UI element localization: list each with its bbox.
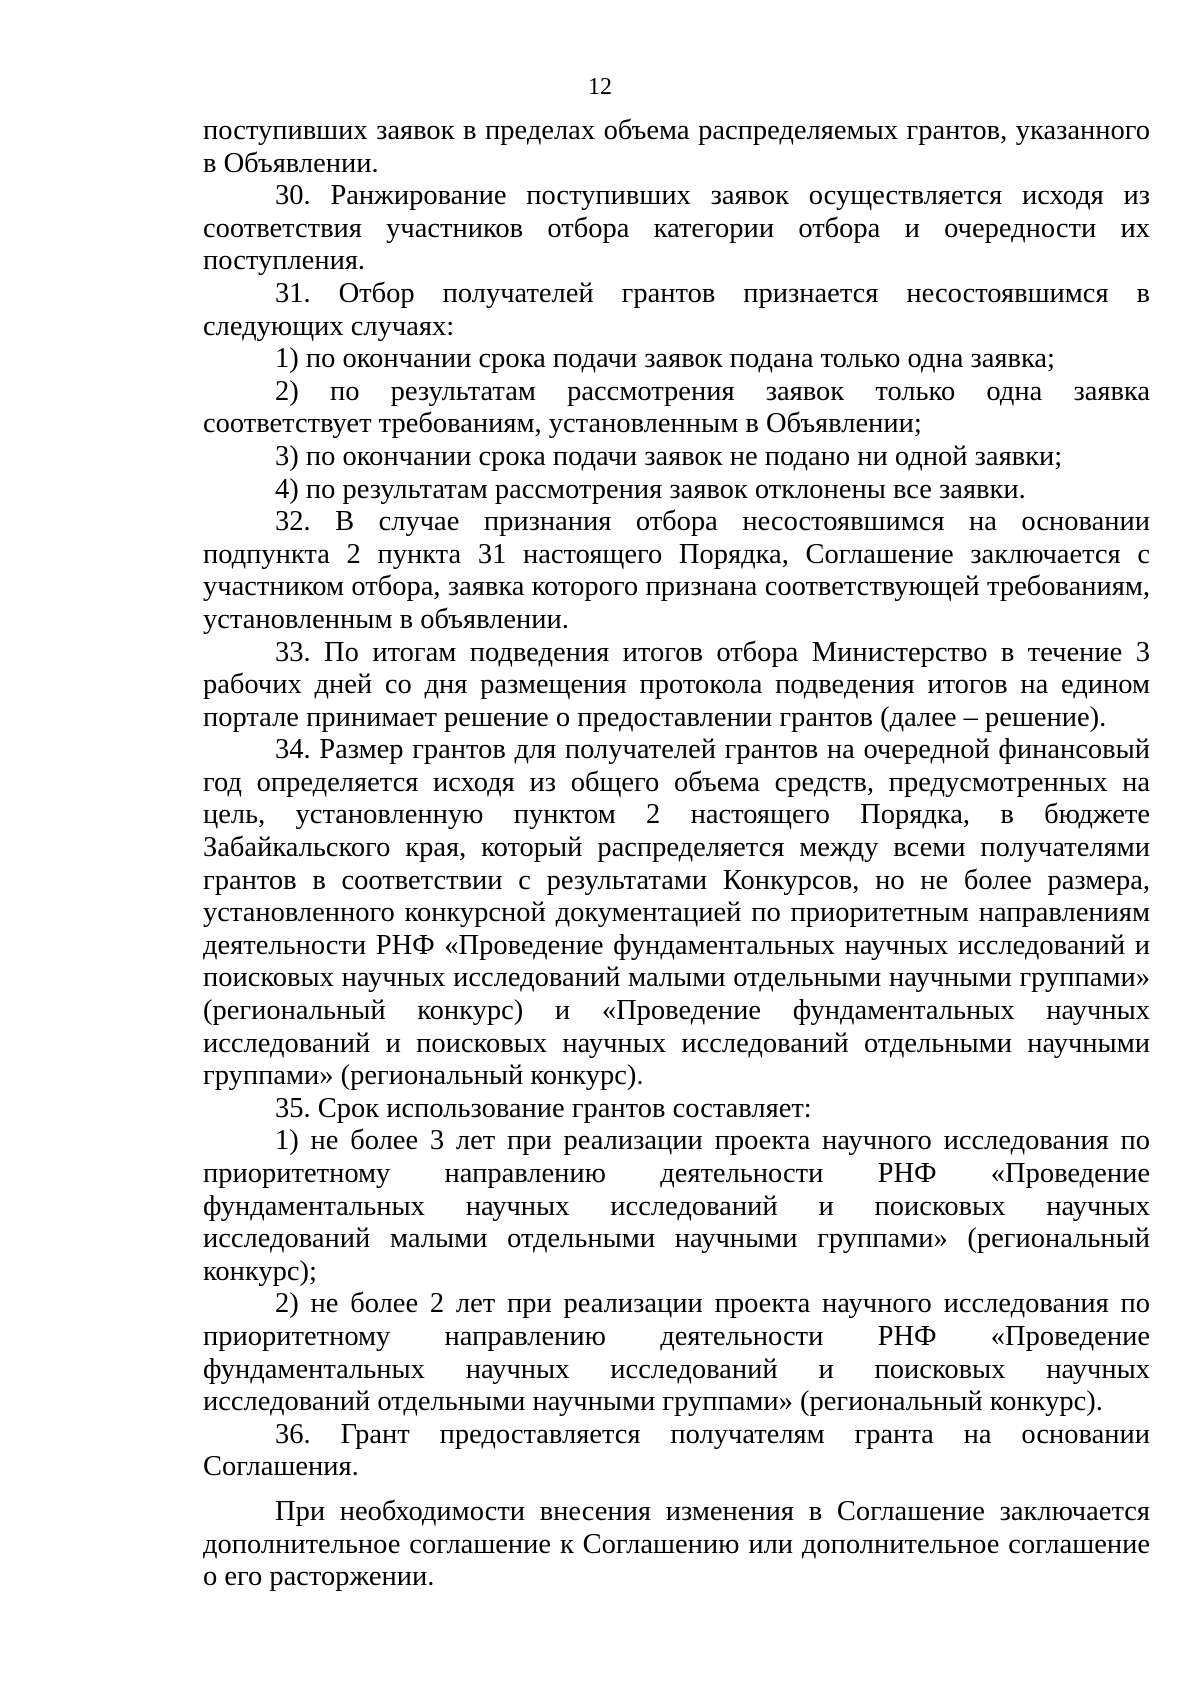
- page-number: 12: [588, 74, 612, 100]
- list-item: 1) по окончании срока подачи заявок подана только одна заявка;: [275, 343, 1055, 375]
- document-body: [203, 115, 1150, 1594]
- list-item: 2) по результатам рассмотрения заявок только одна заявка соответствует требованиям, установленным в Объявлении;: [203, 375, 1150, 440]
- paragraph: При необходимости внесения изменения в Соглашение заключается дополнительное соглашение к Соглашению или дополнительное соглашение о его расторжении.: [203, 1495, 1150, 1593]
- paragraph: 35. Срок использование грантов составляет:: [275, 1092, 812, 1124]
- paragraph: поступивших заявок в пределах объема распределяемых грантов, указанного в Объявлении.: [203, 115, 1150, 179]
- paragraph: 31. Отбор получателей грантов признается несостоявшимся в следующих случаях:: [203, 277, 1150, 342]
- list-item: 2) не более 2 лет при реализации проекта научного исследования по приоритетному направлению деятельности РНФ «Проведение фундаментальных научных исследований и поисковых научных исследований отдельными научными группами» (региональный конкурс).: [203, 1288, 1150, 1418]
- paragraph: 36. Грант предоставляется получателям гранта на основании Соглашения.: [203, 1418, 1150, 1483]
- paragraph: 32. В случае признания отбора несостоявшимся на основании подпункта 2 пункта 31 настоящего Порядка, Соглашение заключается с участником отбора, заявка которого признана соответствующей требованиям, установленным в объявлении.: [203, 506, 1150, 635]
- list-item: 3) по окончании срока подачи заявок не подано ни одной заявки;: [275, 440, 1063, 472]
- list-item: 4) по результатам рассмотрения заявок отклонены все заявки.: [275, 473, 1026, 505]
- paragraph: 34. Размер грантов для получателей грантов на очередной финансовый год определяется исходя из общего объема средств, предусмотренных на цель, установленную пунктом 2 настоящего Порядка, в бюджете Забайкальского края, который распределяется между всеми получателями грантов в соответствии с результатами Конкурсов, но не более размера, установленного конкурсной документацией по приоритетным направлениям деятельности РНФ «Проведение фундаментальных научных исследований и поисковых научных исследований малыми отдельными научными группами» (региональный конкурс) и «Проведение фундаментальных научных исследований и поисковых научных исследований отдельными научными группами» (региональный конкурс).: [203, 734, 1150, 1092]
- paragraph: 30. Ранжирование поступивших заявок осуществляется исходя из соответствия участников отбора категории отбора и очередности их поступления.: [203, 180, 1150, 277]
- list-item: 1) не более 3 лет при реализации проекта научного исследования по приоритетному направлению деятельности РНФ «Проведение фундаментальных научных исследований и поисковых научных исследований малыми отдельными научными группами» (региональный конкурс);: [203, 1125, 1150, 1287]
- paragraph: 33. По итогам подведения итогов отбора Министерство в течение 3 рабочих дней со дня размещения протокола подведения итогов на едином портале принимает решение о предоставлении грантов (далее – решение).: [203, 636, 1150, 733]
